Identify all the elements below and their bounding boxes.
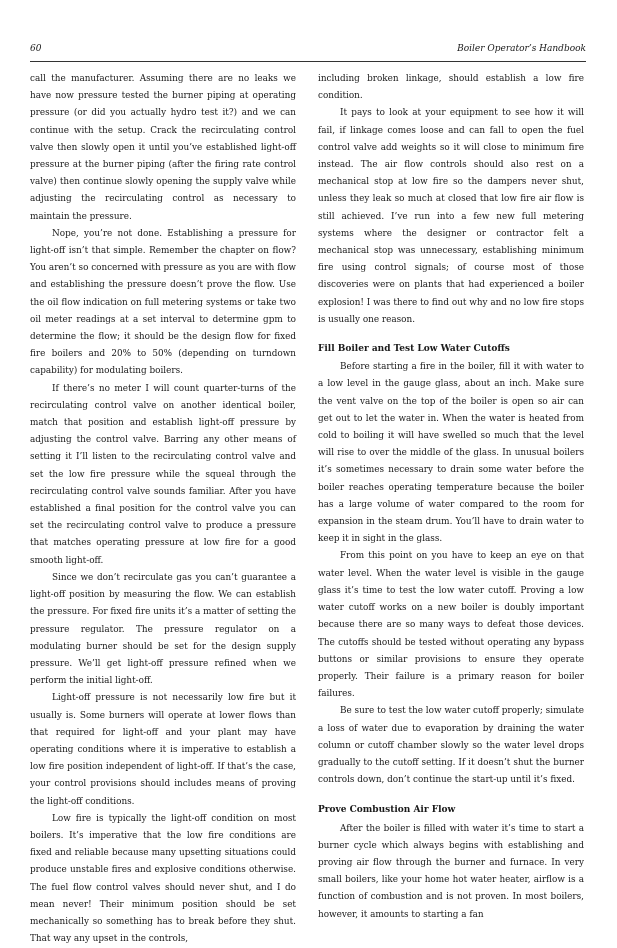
paragraph: Nope, you’re not done. Establishing a pressure for light-off isn’t that simple. Remember the chapter on flow? You aren’t so concerned with pressure as you are with flow and establishing the pressure doesn’t prove the flow. Use the oil flow indication on full metering systems or take two oil meter readings at a set interval to determine gpm to determine the flow; it should be the design flow for fixed fire boilers and 20% to 50% (depending on turndown capability) for modulating boilers. [30,228,296,377]
paragraph: Light-off pressure is not necessarily low fire but it usually is. Some burners will operate at lower flows than that required for light-off and your plant may have operating conditions where it is imperative to establish a low fire position independent of light-off. If that’s the case, your control provisions should includes means of proving the light-off conditions. [30,693,296,807]
header-rule [30,61,586,62]
section-heading: Fill Boiler and Test Low Water Cutoffs [318,344,510,355]
paragraph: including broken linkage, should establish a low fire condition. [318,74,584,102]
paragraph: Low fire is typically the light-off condition on most boilers. It’s imperative that the low fire conditions are fixed and reliable because many upsetting situations could produce unstable fires and explosive conditions otherwise. The fuel flow control valves should never shut, and I do mean never! Their minimum position should be set mechanically so something has to break before they shut. That way any upset in the controls, [30,813,296,945]
page-number: 60 [30,44,42,54]
book-title: Boiler Operator’s Handbook [457,44,586,54]
running-header [30,44,586,58]
paragraph: Before starting a fire in the boiler, fill it with water to a low level in the gauge glass, about an inch. Make sure the vent valve on the top of the boiler is open so air can get out to let the water in. When the water is heated from cold to boiling it will have swelled so much that the level will rise to over the middle of the glass. In unusual boilers it’s sometimes necessary to drain some water before the boiler reaches operating temperature because the boiler has a large volume of water compared to the room for expansion in the steam drum. You’ll have to drain water to keep it in sight in the glass. [318,362,584,545]
right-column [318,71,584,920]
paragraph: Be sure to test the low water cutoff properly; simulate a loss of water due to evaporation by draining the water column or cutoff chamber slowly so the water level drops gradually to the cutoff setting. If it doesn’t shut the burner controls down, don’t continue the start-up until it’s fixed. [318,706,584,786]
paragraph: If there’s no meter I will count quarter-turns of the recirculating control valve on another identical boiler, match that position and establish light-off pressure by adjusting the control valve. Barring any other means of setting it I’ll listen to the recirculating control valve and set the low fire pressure while the squeal through the recirculating control valve sounds familiar. After you have established a final position for the control valve you can set the recirculating control valve to produce a pressure that matches operating pressure at low fire for a good smooth light-off. [30,383,296,566]
paragraph: call the manufacturer. Assuming there are no leaks we have now pressure tested the burner piping at operating pressure (or did you actually hydro test it?) and we can continue with the setup. Crack the recirculating control valve then slowly open it until you’ve established light-off pressure at the burner piping (after the firing rate control valve) then continue slowly opening the supply valve while adjusting the recirculating control as necessary to maintain the pressure. [30,74,296,222]
paragraph: From this point on you have to keep an eye on that water level. When the water level is visible in the gauge glass it’s time to test the low water cutoff. Proving a low water cutoff works on a new boiler is doubly important because there are so many ways to defeat those devices. The cutoffs should be tested without operating any bypass buttons or similar provisions to ensure they operate properly. Their failure is a primary reason for boiler failures. [318,551,584,700]
paragraph: After the boiler is filled with water it’s time to start a burner cycle which always begins with establishing and proving air flow through the burner and furnace. In very small boilers, like your home hot water heater, airflow is a function of combustion and is not proven. In most boilers, however, it amounts to starting a fan [318,823,584,920]
section-heading: Prove Combustion Air Flow [318,805,456,816]
paragraph: Since we don’t recirculate gas you can’t guarantee a light-off position by measuring the flow. We can establish the pressure. For fixed fire units it’s a matter of setting the pressure regulator. The pressure regulator on a modulating burner should be set for the design supply pressure. We’ll get light-off pressure refined when we perform the initial light-off. [30,572,296,687]
paragraph: It pays to look at your equipment to see how it will fail, if linkage comes loose and can fall to open the fuel control valve add weights so it will close to minimum fire instead. The air flow controls should also rest on a mechanical stop at low fire so the dampers never shut, unless they leak so much at closed that low fire air flow is still achieved. I’ve run into a few new full metering systems where the designer or contractor felt a mechanical stop was unnecessary, establishing minimum fire using control signals; of course most of those discoveries were on plants that had experienced a boiler explosion! I was there to find out why and no low fire stops is usually one reason. [318,108,584,325]
left-column [30,71,296,945]
